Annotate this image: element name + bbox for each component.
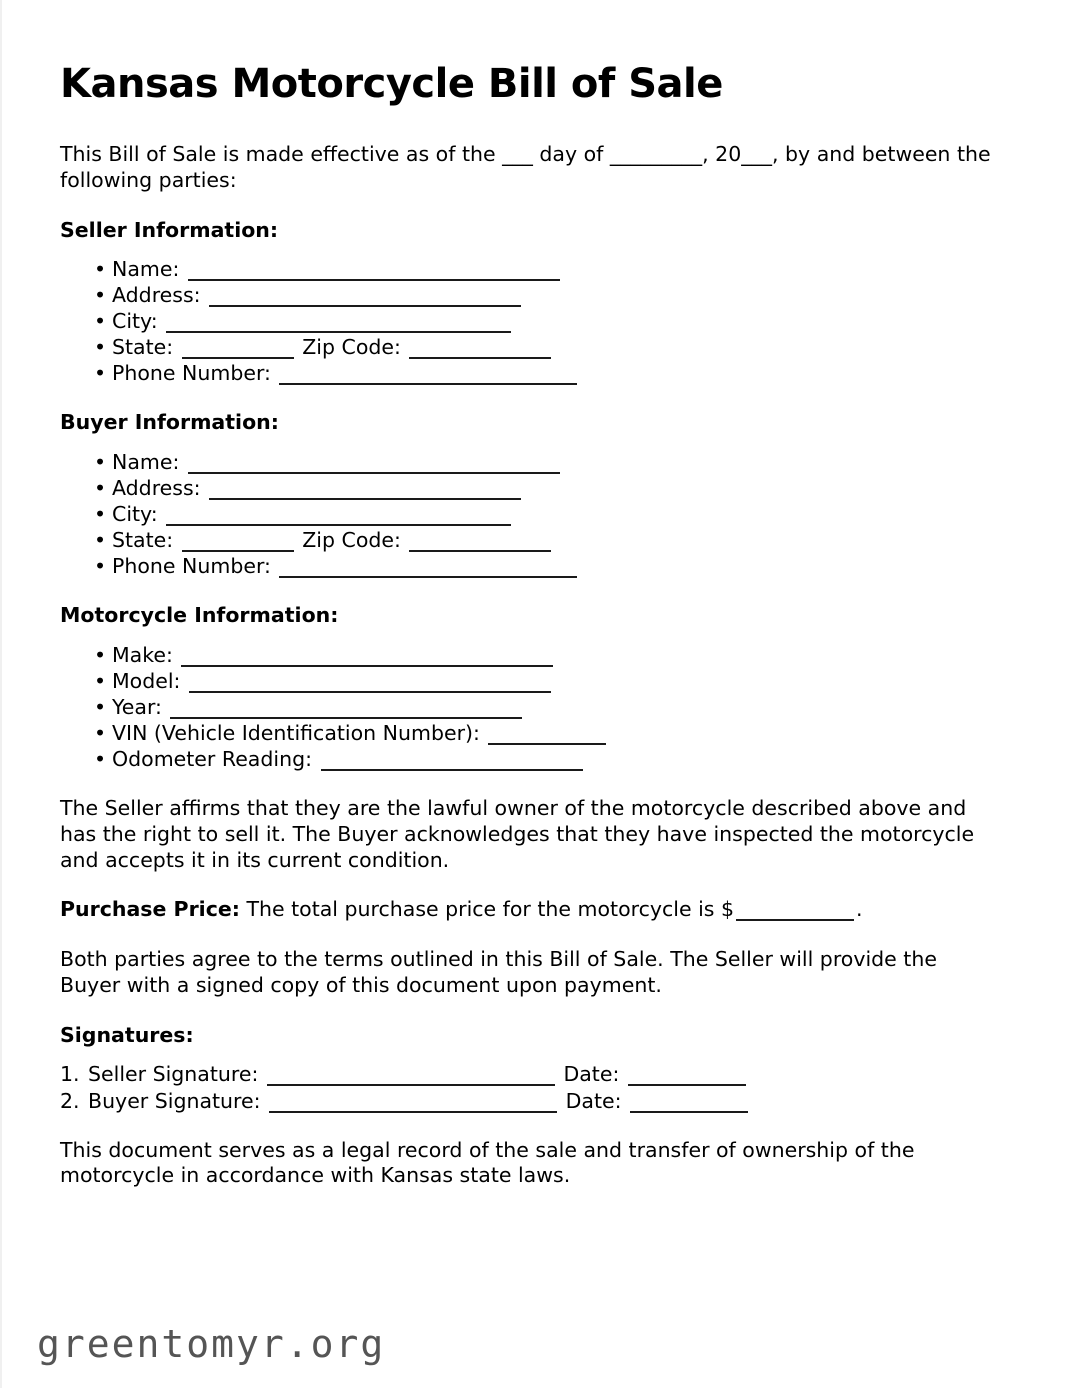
intro-paragraph: This Bill of Sale is made effective as of the ___ day of _________, 20___, by and between the following parties: <box>60 142 991 192</box>
fill-in-rule[interactable] <box>488 743 606 745</box>
date-label: Date: <box>565 1088 622 1113</box>
field-buyer-address <box>60 475 992 501</box>
field-label: Name: <box>112 450 180 474</box>
field-label: VIN (Vehicle Identification Number): <box>112 720 480 745</box>
field-label: Odometer Reading: <box>112 746 312 771</box>
fill-in-rule[interactable] <box>181 665 553 667</box>
field-motorcycle-year <box>60 694 992 720</box>
fill-in-rule[interactable] <box>279 383 577 385</box>
field-buyer-state-zip <box>60 527 992 553</box>
field-motorcycle-make <box>60 642 992 668</box>
fill-in-rule[interactable] <box>182 550 294 552</box>
signature-label: Buyer Signature: <box>88 1088 261 1113</box>
field-motorcycle-vin <box>60 720 992 746</box>
field-seller-name <box>60 256 992 282</box>
field-label: Name: <box>112 257 180 282</box>
fill-in-rule[interactable] <box>188 472 560 474</box>
field-seller-phone <box>60 360 992 386</box>
field-motorcycle-odometer <box>60 746 992 772</box>
date-label: Date: <box>563 1062 620 1087</box>
fill-in-rule[interactable] <box>279 576 577 578</box>
agreement-paragraph: Both parties agree to the terms outlined in this Bill of Sale. The Seller will provide the Buyer with a signed copy of this document upon payment. <box>60 947 937 998</box>
signature-label: Seller Signature: <box>88 1062 259 1087</box>
affirmation-paragraph: The Seller affirms that they are the lawful owner of the motorcycle described above and has the right to sell it. The Buyer acknowledges that they have inspected the motorcycle and accepts it in its current condition. <box>60 795 975 872</box>
fill-in-rule[interactable] <box>166 524 511 526</box>
motorcycle-information-heading: Motorcycle Information: <box>60 603 339 628</box>
signature-fill-in-rule[interactable] <box>269 1111 557 1113</box>
field-label: Model: <box>112 668 181 693</box>
field-label: Zip Code: <box>302 528 401 553</box>
field-label: Address: <box>112 476 201 501</box>
signatures-heading: Signatures: <box>60 1022 194 1047</box>
field-label: Phone Number: <box>112 361 271 386</box>
fill-in-rule[interactable] <box>209 498 521 500</box>
buyer-information-heading: Buyer Information: <box>60 410 279 435</box>
fill-in-rule[interactable] <box>409 357 551 359</box>
field-buyer-phone <box>60 553 992 579</box>
signature-list <box>60 1061 992 1113</box>
signature-row-buyer <box>60 1088 992 1114</box>
seller-field-list <box>60 256 992 386</box>
field-seller-address <box>60 282 992 308</box>
purchase-price-paragraph <box>60 897 992 923</box>
field-seller-city <box>60 308 992 334</box>
field-buyer-city <box>60 501 992 527</box>
field-label: State: <box>112 335 174 360</box>
field-label: City: <box>112 309 158 334</box>
purchase-price-period: . <box>856 897 863 922</box>
signature-fill-in-rule[interactable] <box>267 1084 555 1086</box>
field-label: State: <box>112 528 174 553</box>
field-motorcycle-model <box>60 668 992 694</box>
page-title: Kansas Motorcycle Bill of Sale <box>60 61 723 107</box>
fill-in-rule[interactable] <box>170 717 522 719</box>
purchase-price-label: Purchase Price: <box>60 897 240 922</box>
field-seller-state-zip <box>60 334 992 360</box>
motorcycle-field-list <box>60 642 992 772</box>
buyer-field-list <box>60 449 992 579</box>
site-watermark: greentomyr.org <box>37 1322 386 1366</box>
fill-in-rule[interactable] <box>209 305 521 307</box>
closing-paragraph: This document serves as a legal record of the sale and transfer of ownership of the motorcycle in accordance with Kansas state laws. <box>60 1137 915 1188</box>
date-fill-in-rule[interactable] <box>630 1111 748 1113</box>
fill-in-rule[interactable] <box>189 691 551 693</box>
document-content <box>60 62 992 1213</box>
fill-in-rule[interactable] <box>182 357 294 359</box>
field-label: Zip Code: <box>302 335 401 360</box>
date-fill-in-rule[interactable] <box>628 1084 746 1086</box>
seller-information-heading: Seller Information: <box>60 217 279 242</box>
field-buyer-name <box>60 449 992 475</box>
field-label: Year: <box>112 694 162 719</box>
field-label: Address: <box>112 283 201 308</box>
fill-in-rule[interactable] <box>188 279 560 281</box>
fill-in-rule[interactable] <box>166 331 511 333</box>
field-label: Phone Number: <box>112 554 271 579</box>
field-label: City: <box>112 502 158 527</box>
signature-row-seller <box>60 1061 992 1087</box>
field-label: Make: <box>112 642 173 667</box>
fill-in-rule[interactable] <box>321 769 583 771</box>
fill-in-rule[interactable] <box>409 550 551 552</box>
fill-in-rule[interactable] <box>736 919 854 921</box>
purchase-price-text: The total purchase price for the motorcycle is $ <box>239 897 735 922</box>
